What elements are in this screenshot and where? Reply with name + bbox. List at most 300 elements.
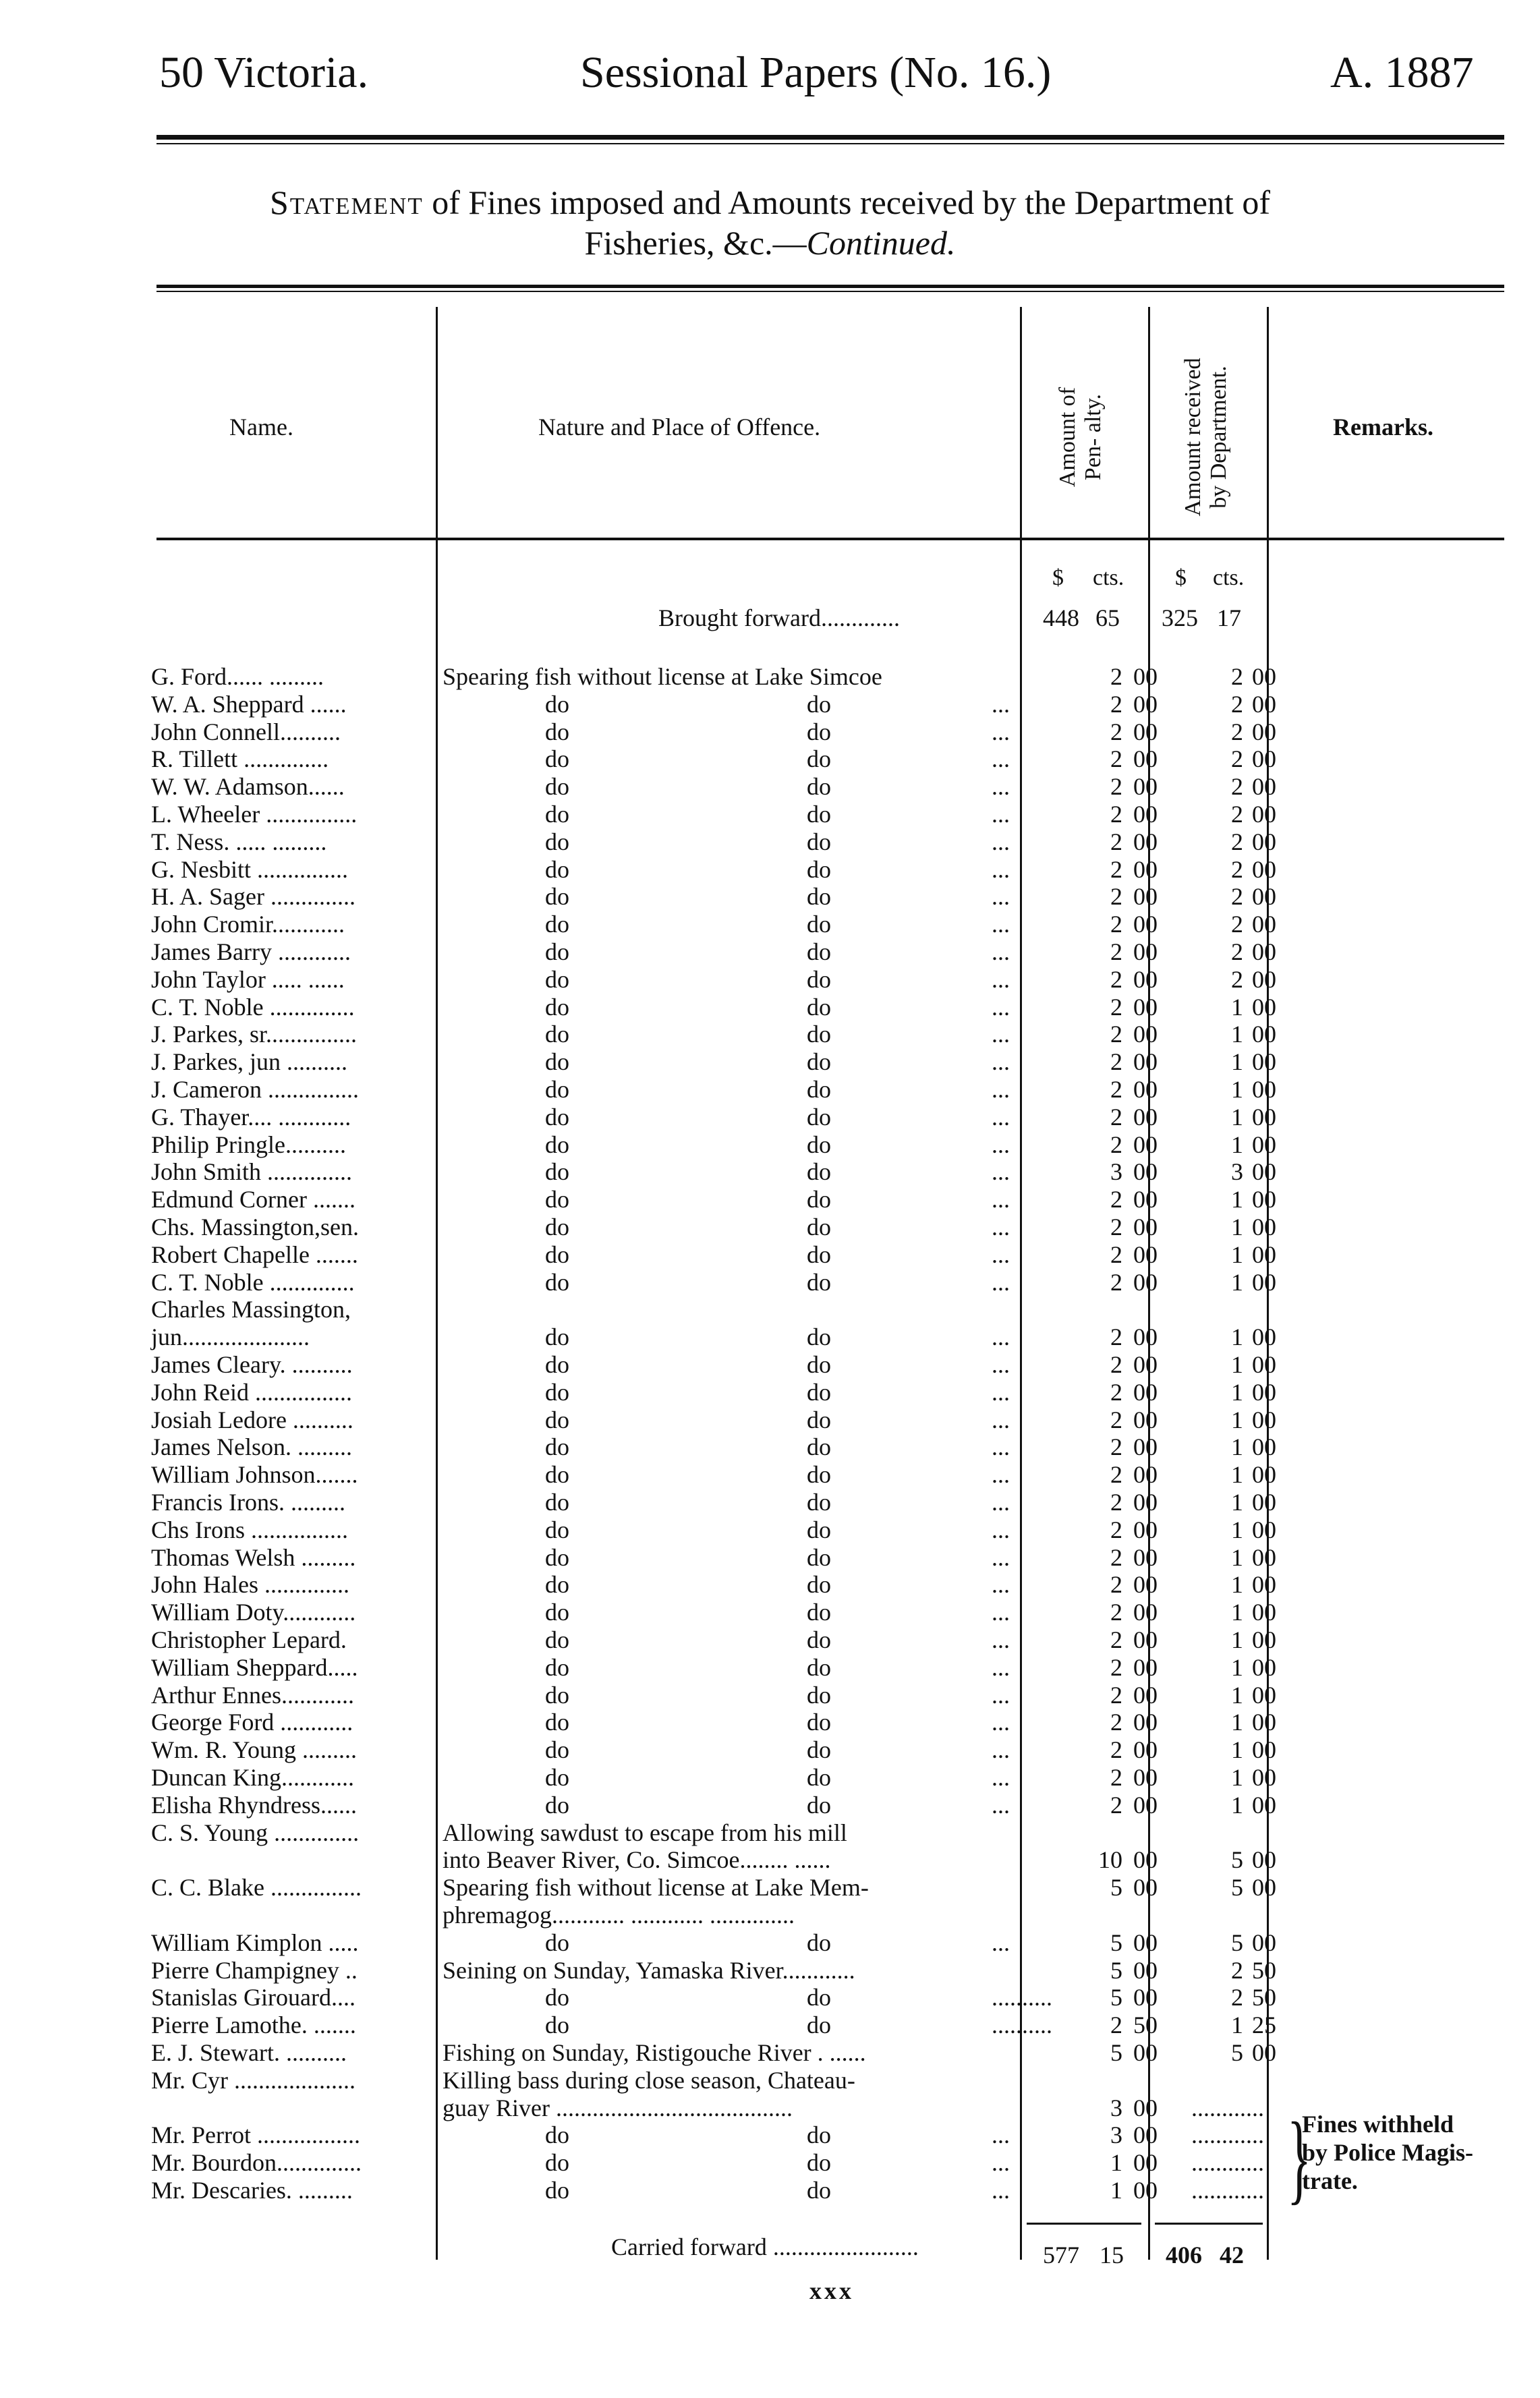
received-dollars: 1 bbox=[1231, 1461, 1243, 1489]
carried-forward-received-d: 406 bbox=[1166, 2242, 1202, 2268]
penalty-dollars: 2 bbox=[1110, 1653, 1122, 1681]
leader-dots: ... bbox=[992, 2177, 1010, 2204]
leader-dots: ... bbox=[992, 745, 1010, 773]
leader-dots: ... bbox=[992, 1131, 1010, 1158]
received-cents: 00 bbox=[1252, 1571, 1276, 1599]
penalty-cents: 00 bbox=[1133, 1351, 1158, 1378]
received-cents: 00 bbox=[1252, 1103, 1276, 1131]
received-dollars: 1 bbox=[1231, 1323, 1243, 1351]
ditto-mark: do bbox=[807, 1131, 831, 1158]
penalty-cents: 00 bbox=[1133, 2039, 1158, 2066]
col-header-remarks: Remarks. bbox=[1333, 413, 1433, 440]
fine-name: H. A. Sager .............. bbox=[151, 883, 355, 911]
fine-offence: Spearing fish without license at Lake Mem- bbox=[443, 1874, 869, 1902]
penalty-cents: 00 bbox=[1133, 883, 1158, 911]
units-penalty-cents: cts. bbox=[1093, 565, 1124, 590]
received-dollars: 1 bbox=[1231, 993, 1243, 1021]
penalty-cents: 00 bbox=[1133, 1709, 1158, 1736]
received-dollars: 5 bbox=[1231, 2039, 1243, 2066]
received-dollars: 2 bbox=[1231, 663, 1243, 690]
received-cents: 00 bbox=[1252, 773, 1276, 801]
table-top-rule-thick bbox=[156, 285, 1504, 288]
received-dollars: 1 bbox=[1231, 2011, 1243, 2039]
penalty-cents: 00 bbox=[1133, 1323, 1158, 1351]
penalty-cents: 00 bbox=[1133, 1103, 1158, 1131]
fine-name: Josiah Ledore .......... bbox=[151, 1406, 353, 1433]
received-dollars: 1 bbox=[1231, 1240, 1243, 1268]
received-dollars: 5 bbox=[1231, 1929, 1243, 1956]
penalty-dollars: 10 bbox=[1098, 1846, 1122, 1874]
ditto-mark: do bbox=[807, 690, 831, 718]
ditto-mark: do bbox=[807, 1378, 831, 1406]
received-dollars: 1 bbox=[1231, 1268, 1243, 1296]
brought-forward-received-c: 17 bbox=[1217, 604, 1241, 631]
leader-dots: ... bbox=[992, 828, 1010, 855]
fine-name: Pierre Lamothe. ....... bbox=[151, 2011, 356, 2039]
penalty-cents: 00 bbox=[1133, 773, 1158, 801]
penalty-cents: 00 bbox=[1133, 1048, 1158, 1076]
ditto-mark: do bbox=[545, 1791, 569, 1819]
received-cents: 00 bbox=[1252, 1021, 1276, 1048]
col-header-penalty: Amount of Pen- alty. bbox=[1055, 387, 1106, 488]
ditto-mark: do bbox=[545, 1929, 569, 1956]
fine-name: Mr. Cyr .................... bbox=[151, 2066, 356, 2094]
penalty-dollars: 5 bbox=[1110, 1874, 1122, 1902]
fine-name: Edmund Corner ....... bbox=[151, 1186, 355, 1214]
ditto-mark: do bbox=[545, 718, 569, 745]
penalty-dollars: 2 bbox=[1110, 1240, 1122, 1268]
penalty-cents: 00 bbox=[1133, 2094, 1158, 2121]
received-dollars: 1 bbox=[1231, 1764, 1243, 1791]
col-header-offence: Nature and Place of Offence. bbox=[538, 413, 821, 440]
ditto-mark: do bbox=[545, 1240, 569, 1268]
penalty-dollars: 2 bbox=[1110, 1516, 1122, 1543]
table-top-rule-thin bbox=[156, 291, 1504, 292]
ditto-mark: do bbox=[545, 745, 569, 773]
received-leader-dots: ............ bbox=[1191, 2121, 1264, 2149]
ditto-mark: do bbox=[545, 1406, 569, 1433]
leader-dots: ... bbox=[992, 1516, 1010, 1543]
received-dollars: 1 bbox=[1231, 1351, 1243, 1378]
fine-name: Elisha Rhyndress...... bbox=[151, 1791, 357, 1819]
leader-dots: ... bbox=[992, 1461, 1010, 1489]
penalty-cents: 00 bbox=[1133, 1791, 1158, 1819]
penalty-cents: 00 bbox=[1133, 1543, 1158, 1571]
fine-name: J. Cameron ............... bbox=[151, 1076, 359, 1103]
penalty-cents: 00 bbox=[1133, 855, 1158, 883]
penalty-dollars: 2 bbox=[1110, 1571, 1122, 1599]
penalty-cents: 00 bbox=[1133, 1214, 1158, 1240]
received-cents: 00 bbox=[1252, 1268, 1276, 1296]
page-title-line1 bbox=[0, 182, 1540, 223]
header-center: Sessional Papers (No. 16.) bbox=[580, 48, 1052, 97]
penalty-cents: 00 bbox=[1133, 745, 1158, 773]
fine-name: John Hales .............. bbox=[151, 1571, 349, 1599]
ditto-mark: do bbox=[807, 1268, 831, 1296]
ditto-mark: do bbox=[545, 1076, 569, 1103]
ditto-mark: do bbox=[807, 1599, 831, 1626]
fine-name: Chs Irons ................ bbox=[151, 1516, 349, 1543]
penalty-cents: 00 bbox=[1133, 1874, 1158, 1902]
leader-dots: ... bbox=[992, 1048, 1010, 1076]
received-cents: 00 bbox=[1252, 1351, 1276, 1378]
penalty-cents: 00 bbox=[1133, 1131, 1158, 1158]
ditto-mark: do bbox=[545, 828, 569, 855]
leader-dots: ... bbox=[992, 1489, 1010, 1516]
fine-name: Arthur Ennes............ bbox=[151, 1681, 354, 1709]
penalty-dollars: 2 bbox=[1110, 1268, 1122, 1296]
ditto-mark: do bbox=[545, 1516, 569, 1543]
received-cents: 00 bbox=[1252, 938, 1276, 965]
header-bottom-rule bbox=[156, 538, 1504, 540]
penalty-cents: 00 bbox=[1133, 690, 1158, 718]
received-cents: 00 bbox=[1252, 1406, 1276, 1433]
ditto-mark: do bbox=[807, 2177, 831, 2204]
fine-name: W. A. Sheppard ...... bbox=[151, 690, 347, 718]
received-cents: 00 bbox=[1252, 1709, 1276, 1736]
received-cents: 00 bbox=[1252, 718, 1276, 745]
ditto-mark: do bbox=[807, 1351, 831, 1378]
received-dollars: 5 bbox=[1231, 1846, 1243, 1874]
received-leader-dots: ............ bbox=[1191, 2094, 1264, 2121]
ditto-mark: do bbox=[545, 1571, 569, 1599]
received-dollars: 1 bbox=[1231, 1076, 1243, 1103]
ditto-mark: do bbox=[545, 2177, 569, 2204]
ditto-mark: do bbox=[545, 993, 569, 1021]
penalty-dollars: 2 bbox=[1110, 1764, 1122, 1791]
received-dollars: 1 bbox=[1231, 1214, 1243, 1240]
penalty-cents: 00 bbox=[1133, 2121, 1158, 2149]
penalty-dollars: 5 bbox=[1110, 2039, 1122, 2066]
title-rest: of Fines imposed and Amounts received by the Department of bbox=[423, 183, 1270, 221]
leader-dots: ... bbox=[992, 2149, 1010, 2177]
penalty-dollars: 2 bbox=[1110, 801, 1122, 828]
fine-offence: Allowing sawdust to escape from his mill bbox=[443, 1819, 847, 1846]
brought-forward-penalty-d: 448 bbox=[1043, 604, 1079, 631]
ditto-mark: do bbox=[807, 1240, 831, 1268]
ditto-mark: do bbox=[807, 801, 831, 828]
penalty-dollars: 1 bbox=[1110, 2177, 1122, 2204]
penalty-dollars: 2 bbox=[1110, 690, 1122, 718]
ditto-mark: do bbox=[807, 1516, 831, 1543]
fine-offence: Fishing on Sunday, Ristigouche River . ...... bbox=[443, 2039, 866, 2066]
ditto-mark: do bbox=[545, 855, 569, 883]
leader-dots: ... bbox=[992, 1681, 1010, 1709]
penalty-cents: 00 bbox=[1133, 1461, 1158, 1489]
ditto-mark: do bbox=[545, 2011, 569, 2039]
penalty-dollars: 2 bbox=[1110, 1186, 1122, 1214]
fine-name: Charles Massington, bbox=[151, 1296, 351, 1323]
penalty-dollars: 2 bbox=[1110, 1709, 1122, 1736]
leader-dots: ... bbox=[992, 1406, 1010, 1433]
penalty-dollars: 2 bbox=[1110, 828, 1122, 855]
ditto-mark: do bbox=[807, 2011, 831, 2039]
fine-name: C. C. Blake ............... bbox=[151, 1874, 362, 1902]
header-left: 50 Victoria. bbox=[159, 48, 369, 97]
fine-name: John Cromir............ bbox=[151, 911, 345, 938]
ditto-mark: do bbox=[807, 993, 831, 1021]
fine-name: John Reid ................ bbox=[151, 1378, 353, 1406]
received-dollars: 2 bbox=[1231, 745, 1243, 773]
received-dollars: 1 bbox=[1231, 1681, 1243, 1709]
leader-dots: ... bbox=[992, 801, 1010, 828]
fine-name: C. T. Noble .............. bbox=[151, 1268, 355, 1296]
fine-name: Christopher Lepard. bbox=[151, 1626, 347, 1653]
page-title-line2 bbox=[0, 223, 1540, 263]
received-cents: 00 bbox=[1252, 883, 1276, 911]
received-cents: 00 bbox=[1252, 663, 1276, 690]
leader-dots: ... bbox=[992, 1240, 1010, 1268]
ditto-mark: do bbox=[545, 773, 569, 801]
received-cents: 00 bbox=[1252, 1516, 1276, 1543]
penalty-dollars: 2 bbox=[1110, 1351, 1122, 1378]
leader-dots: ... bbox=[992, 1764, 1010, 1791]
penalty-cents: 00 bbox=[1133, 1186, 1158, 1214]
ditto-mark: do bbox=[807, 1984, 831, 2011]
received-cents: 00 bbox=[1252, 1048, 1276, 1076]
ditto-mark: do bbox=[807, 1103, 831, 1131]
ditto-mark: do bbox=[545, 1543, 569, 1571]
ditto-mark: do bbox=[545, 883, 569, 911]
received-dollars: 1 bbox=[1231, 1653, 1243, 1681]
received-cents: 00 bbox=[1252, 1186, 1276, 1214]
ditto-mark: do bbox=[807, 965, 831, 993]
fine-name: C. S. Young .............. bbox=[151, 1819, 360, 1846]
received-cents: 00 bbox=[1252, 1240, 1276, 1268]
page-footer-numeral: xxx bbox=[809, 2277, 854, 2304]
leader-dots: ... bbox=[992, 1709, 1010, 1736]
leader-dots: ... bbox=[992, 1626, 1010, 1653]
received-cents: 00 bbox=[1252, 1791, 1276, 1819]
ditto-mark: do bbox=[807, 1764, 831, 1791]
remarks-note-line3: trate. bbox=[1302, 2167, 1358, 2194]
fine-name: Mr. Perrot ................. bbox=[151, 2121, 360, 2149]
fine-name: G. Thayer.... ............ bbox=[151, 1103, 351, 1131]
leader-dots: ... bbox=[992, 993, 1010, 1021]
received-dollars: 2 bbox=[1231, 1956, 1243, 1984]
received-cents: 00 bbox=[1252, 1378, 1276, 1406]
brought-forward-penalty-c: 65 bbox=[1095, 604, 1120, 631]
received-leader-dots: ............ bbox=[1191, 2177, 1264, 2204]
ditto-mark: do bbox=[545, 1764, 569, 1791]
penalty-cents: 00 bbox=[1133, 1681, 1158, 1709]
penalty-dollars: 5 bbox=[1110, 1956, 1122, 1984]
carried-forward-penalty-d: 577 bbox=[1043, 2242, 1079, 2268]
penalty-dollars: 2 bbox=[1110, 1131, 1122, 1158]
leader-dots: ... bbox=[992, 1378, 1010, 1406]
received-dollars: 1 bbox=[1231, 1406, 1243, 1433]
received-cents: 50 bbox=[1252, 1956, 1276, 1984]
penalty-cents: 00 bbox=[1133, 1984, 1158, 2011]
penalty-dollars: 2 bbox=[1110, 718, 1122, 745]
ditto-mark: do bbox=[545, 1131, 569, 1158]
received-cents: 00 bbox=[1252, 1846, 1276, 1874]
ditto-mark: do bbox=[807, 1048, 831, 1076]
col-header-received: Amount received by Department. bbox=[1180, 358, 1231, 517]
header-rule-thick bbox=[156, 135, 1504, 140]
penalty-cents: 00 bbox=[1133, 1433, 1158, 1461]
title-line2: Fisheries, &c.— bbox=[584, 224, 807, 262]
penalty-cents: 00 bbox=[1133, 718, 1158, 745]
header-right: A. 1887 bbox=[1330, 48, 1474, 97]
fine-name: J. Parkes, sr............... bbox=[151, 1021, 357, 1048]
fine-name: Chs. Massington,sen. bbox=[151, 1214, 360, 1240]
ditto-mark: do bbox=[807, 1021, 831, 1048]
units-penalty-dollar: $ bbox=[1052, 565, 1064, 590]
fine-name: Robert Chapelle ....... bbox=[151, 1240, 358, 1268]
leader-dots: ... bbox=[992, 965, 1010, 993]
penalty-dollars: 2 bbox=[1110, 1323, 1122, 1351]
penalty-dollars: 2 bbox=[1110, 745, 1122, 773]
received-dollars: 1 bbox=[1231, 1378, 1243, 1406]
ditto-mark: do bbox=[807, 1461, 831, 1489]
leader-dots: ... bbox=[992, 855, 1010, 883]
received-cents: 00 bbox=[1252, 690, 1276, 718]
received-dollars: 2 bbox=[1231, 965, 1243, 993]
units-received-cents: cts. bbox=[1213, 565, 1245, 590]
received-dollars: 1 bbox=[1231, 1103, 1243, 1131]
ditto-mark: do bbox=[545, 938, 569, 965]
remarks-note-line1: Fines withheld bbox=[1302, 2111, 1454, 2138]
received-dollars: 2 bbox=[1231, 828, 1243, 855]
received-cents: 00 bbox=[1252, 965, 1276, 993]
ditto-mark: do bbox=[545, 1186, 569, 1214]
carried-forward-label: Carried forward ........................ bbox=[611, 2233, 919, 2260]
received-dollars: 2 bbox=[1231, 718, 1243, 745]
fine-name: James Barry ............ bbox=[151, 938, 351, 965]
carried-forward-penalty-c: 15 bbox=[1100, 2242, 1124, 2268]
ditto-mark: do bbox=[807, 1929, 831, 1956]
ditto-mark: do bbox=[545, 801, 569, 828]
penalty-dollars: 2 bbox=[1110, 773, 1122, 801]
fine-name: jun..................... bbox=[151, 1323, 310, 1351]
penalty-dollars: 2 bbox=[1110, 1433, 1122, 1461]
leader-dots: ... bbox=[992, 718, 1010, 745]
penalty-cents: 00 bbox=[1133, 1378, 1158, 1406]
penalty-cents: 00 bbox=[1133, 1626, 1158, 1653]
received-cents: 00 bbox=[1252, 855, 1276, 883]
remarks-note bbox=[1302, 2110, 1473, 2195]
penalty-dollars: 2 bbox=[1110, 965, 1122, 993]
fine-name: C. T. Noble .............. bbox=[151, 993, 355, 1021]
penalty-cents: 00 bbox=[1133, 1736, 1158, 1764]
penalty-dollars: 2 bbox=[1110, 1048, 1122, 1076]
leader-dots: .......... bbox=[992, 2011, 1052, 2039]
penalty-dollars: 2 bbox=[1110, 1021, 1122, 1048]
received-cents: 00 bbox=[1252, 1736, 1276, 1764]
ditto-mark: do bbox=[545, 1158, 569, 1186]
ditto-mark: do bbox=[545, 1709, 569, 1736]
leader-dots: ... bbox=[992, 1571, 1010, 1599]
col-header-name: Name. bbox=[229, 413, 293, 440]
received-cents: 00 bbox=[1252, 745, 1276, 773]
penalty-cents: 00 bbox=[1133, 828, 1158, 855]
penalty-dollars: 2 bbox=[1110, 1076, 1122, 1103]
received-cents: 00 bbox=[1252, 1874, 1276, 1902]
received-dollars: 1 bbox=[1231, 1571, 1243, 1599]
ditto-mark: do bbox=[807, 718, 831, 745]
penalty-dollars: 2 bbox=[1110, 2011, 1122, 2039]
penalty-dollars: 2 bbox=[1110, 1543, 1122, 1571]
fine-name: John Smith .............. bbox=[151, 1158, 353, 1186]
received-cents: 00 bbox=[1252, 1433, 1276, 1461]
penalty-dollars: 2 bbox=[1110, 1736, 1122, 1764]
ditto-mark: do bbox=[807, 1571, 831, 1599]
received-dollars: 1 bbox=[1231, 1599, 1243, 1626]
ditto-mark: do bbox=[545, 1626, 569, 1653]
received-cents: 00 bbox=[1252, 1323, 1276, 1351]
received-cents: 00 bbox=[1252, 828, 1276, 855]
ditto-mark: do bbox=[545, 1433, 569, 1461]
received-dollars: 2 bbox=[1231, 911, 1243, 938]
fine-name: James Nelson. ......... bbox=[151, 1433, 352, 1461]
fine-name: James Cleary. .......... bbox=[151, 1351, 353, 1378]
penalty-dollars: 2 bbox=[1110, 1489, 1122, 1516]
ditto-mark: do bbox=[807, 1626, 831, 1653]
penalty-dollars: 2 bbox=[1110, 883, 1122, 911]
penalty-cents: 00 bbox=[1133, 663, 1158, 690]
fine-name: L. Wheeler ............... bbox=[151, 801, 358, 828]
fine-name: G. Nesbitt ............... bbox=[151, 855, 348, 883]
penalty-cents: 00 bbox=[1133, 1929, 1158, 1956]
leader-dots: ... bbox=[992, 911, 1010, 938]
received-dollars: 1 bbox=[1231, 1709, 1243, 1736]
received-dollars: 2 bbox=[1231, 855, 1243, 883]
received-dollars: 1 bbox=[1231, 1186, 1243, 1214]
leader-dots: ... bbox=[992, 1929, 1010, 1956]
received-cents: 00 bbox=[1252, 993, 1276, 1021]
received-dollars: 3 bbox=[1231, 1158, 1243, 1186]
penalty-cents: 00 bbox=[1133, 1076, 1158, 1103]
received-dollars: 1 bbox=[1231, 1543, 1243, 1571]
ditto-mark: do bbox=[807, 745, 831, 773]
penalty-dollars: 2 bbox=[1110, 1378, 1122, 1406]
fine-offence: into Beaver River, Co. Simcoe........ ...... bbox=[443, 1846, 831, 1874]
leader-dots: ... bbox=[992, 1268, 1010, 1296]
leader-dots: ... bbox=[992, 1158, 1010, 1186]
penalty-cents: 00 bbox=[1133, 1240, 1158, 1268]
ditto-mark: do bbox=[807, 2121, 831, 2149]
ditto-mark: do bbox=[545, 2149, 569, 2177]
received-cents: 00 bbox=[1252, 1076, 1276, 1103]
received-dollars: 1 bbox=[1231, 1791, 1243, 1819]
total-rule-received bbox=[1155, 2223, 1263, 2225]
penalty-dollars: 2 bbox=[1110, 855, 1122, 883]
received-leader-dots: ............ bbox=[1191, 2149, 1264, 2177]
title-continued: Continued. bbox=[806, 224, 956, 262]
penalty-dollars: 2 bbox=[1110, 1626, 1122, 1653]
penalty-cents: 00 bbox=[1133, 911, 1158, 938]
received-cents: 00 bbox=[1252, 1929, 1276, 1956]
received-cents: 25 bbox=[1252, 2011, 1276, 2039]
received-dollars: 2 bbox=[1231, 938, 1243, 965]
received-cents: 00 bbox=[1252, 1489, 1276, 1516]
penalty-cents: 00 bbox=[1133, 1846, 1158, 1874]
ditto-mark: do bbox=[807, 1406, 831, 1433]
fine-offence: Killing bass during close season, Chateau- bbox=[443, 2066, 855, 2094]
ditto-mark: do bbox=[545, 1268, 569, 1296]
penalty-cents: 00 bbox=[1133, 2149, 1158, 2177]
received-dollars: 1 bbox=[1231, 1736, 1243, 1764]
received-cents: 00 bbox=[1252, 801, 1276, 828]
fine-name: Francis Irons. ......... bbox=[151, 1489, 345, 1516]
penalty-dollars: 2 bbox=[1110, 938, 1122, 965]
received-cents: 00 bbox=[1252, 911, 1276, 938]
col-divider-2 bbox=[1020, 307, 1022, 2260]
received-cents: 50 bbox=[1252, 1984, 1276, 2011]
penalty-cents: 00 bbox=[1133, 1653, 1158, 1681]
penalty-cents: 00 bbox=[1133, 1764, 1158, 1791]
